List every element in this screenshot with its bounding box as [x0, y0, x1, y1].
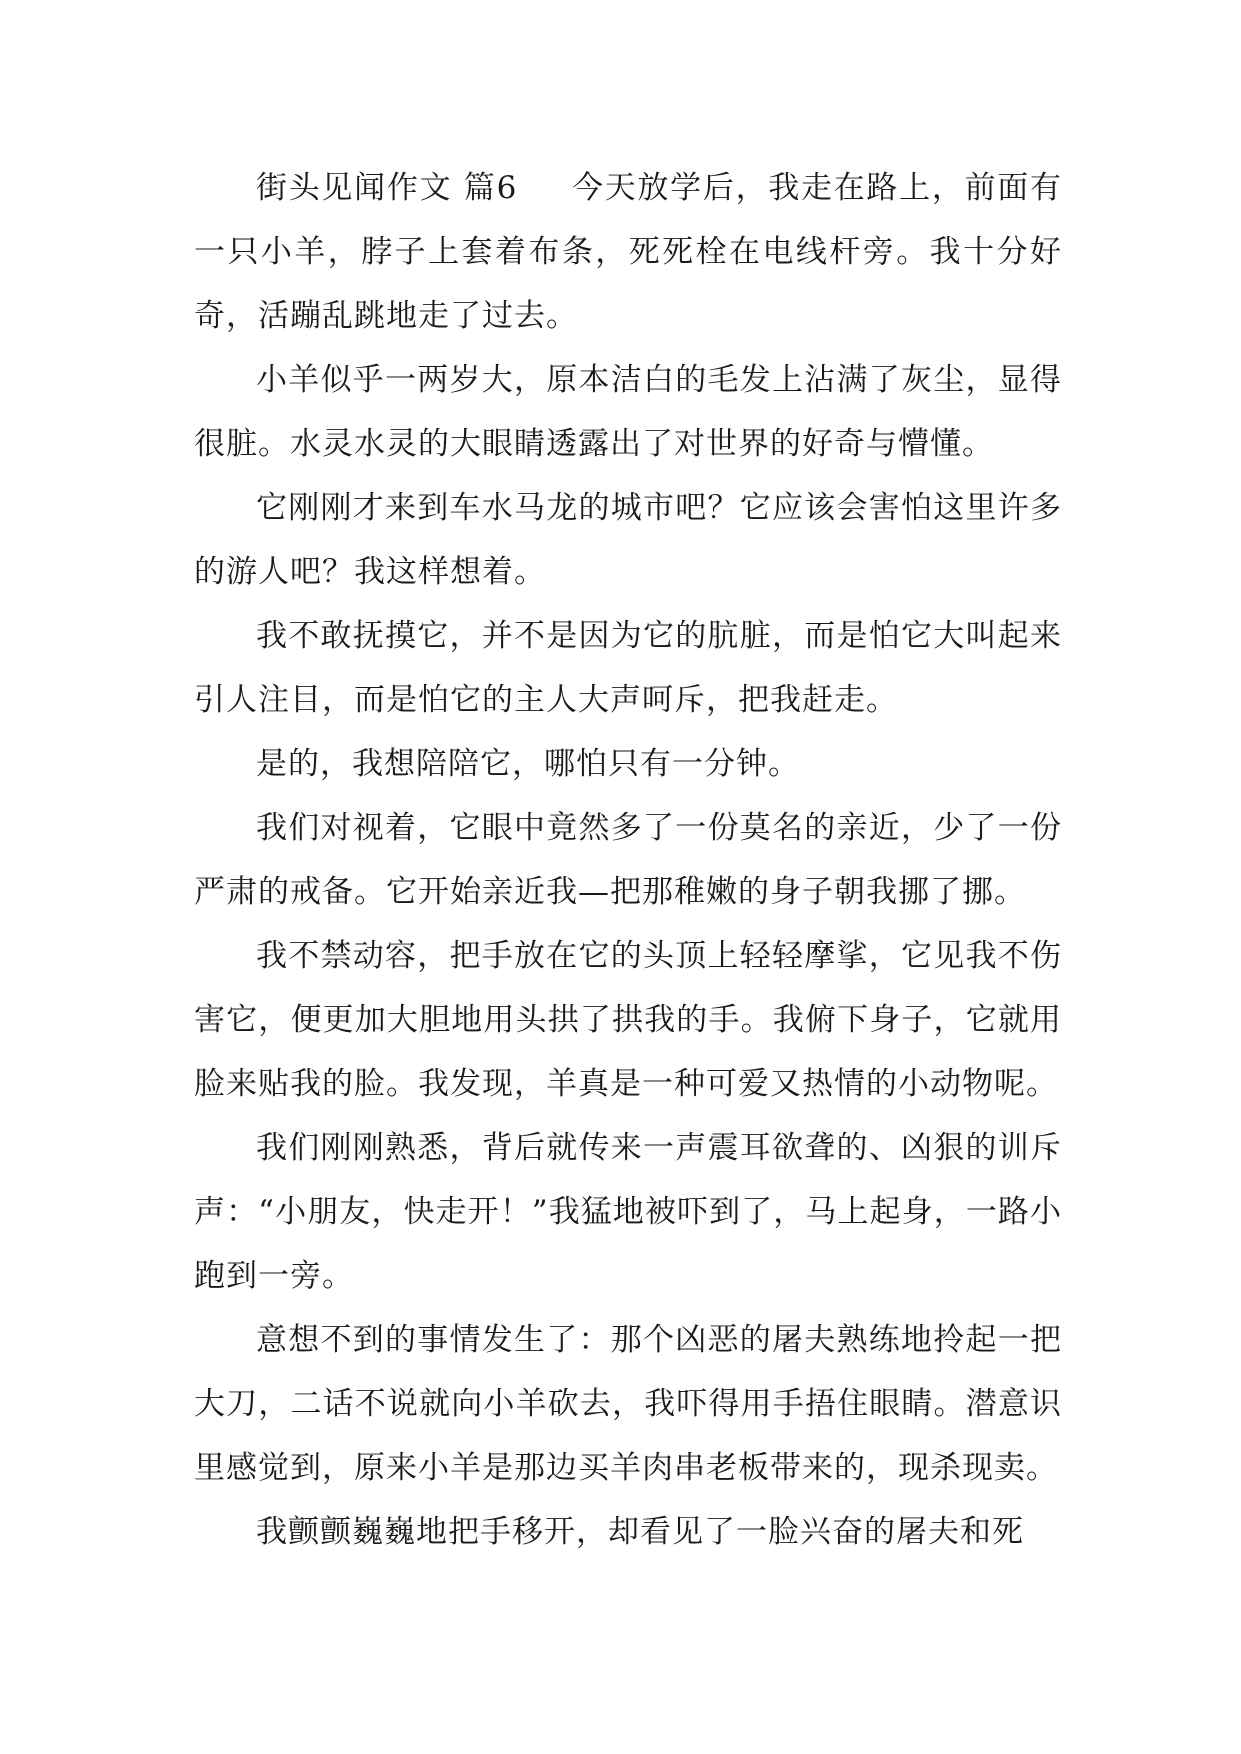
essay-title: 街头见闻作文 篇6 — [256, 170, 518, 206]
essay-paragraph-8: 我们刚刚熟悉，背后就传来一声震耳欲聋的、凶狠的训斥声：“小朋友，快走开！”我猛地被吓到了，马上起身，一路小跑到一旁。 — [194, 1130, 1062, 1294]
paragraph-text: 今天放学后，我走在路上，前面有一只小羊，脖子上套着布条，死死栓在电线杆旁。我十分好奇，活蹦乱跳地走了过去。 — [194, 170, 1063, 334]
essay-paragraph-4: 我不敢抚摸它，并不是因为它的肮脏，而是怕它大叫起来引人注目，而是怕它的主人大声呵斥，把我赶走。 — [194, 618, 1062, 718]
essay-paragraph-2: 小羊似乎一两岁大，原本洁白的毛发上沾满了灰尘，显得很脏。水灵水灵的大眼睛透露出了对世界的好奇与懵懂。 — [194, 362, 1062, 462]
essay-paragraph-1 — [194, 156, 1062, 348]
essay-paragraph-10: 我颤颤巍巍地把手移开，却看见了一脸兴奋的屠夫和死 — [256, 1514, 1024, 1550]
essay-paragraph-6: 我们对视着，它眼中竟然多了一份莫名的亲近，少了一份严肃的戒备。它开始亲近我—把那稚嫩的身子朝我挪了挪。 — [194, 810, 1062, 910]
essay-body — [194, 156, 1062, 1564]
essay-paragraph-5: 是的，我想陪陪它，哪怕只有一分钟。 — [256, 746, 800, 782]
essay-paragraph-7: 我不禁动容，把手放在它的头顶上轻轻摩挲，它见我不伤害它，便更加大胆地用头拱了拱我的手。我俯下身子，它就用脸来贴我的脸。我发现，羊真是一种可爱又热情的小动物呢。 — [194, 938, 1062, 1102]
essay-paragraph-9: 意想不到的事情发生了：那个凶恶的屠夫熟练地拎起一把大刀，二话不说就向小羊砍去，我吓得用手捂住眼睛。潜意识里感觉到，原来小羊是那边买羊肉串老板带来的，现杀现卖。 — [194, 1322, 1062, 1486]
essay-paragraph-3: 它刚刚才来到车水马龙的城市吧？它应该会害怕这里许多的游人吧？我这样想着。 — [194, 490, 1062, 590]
